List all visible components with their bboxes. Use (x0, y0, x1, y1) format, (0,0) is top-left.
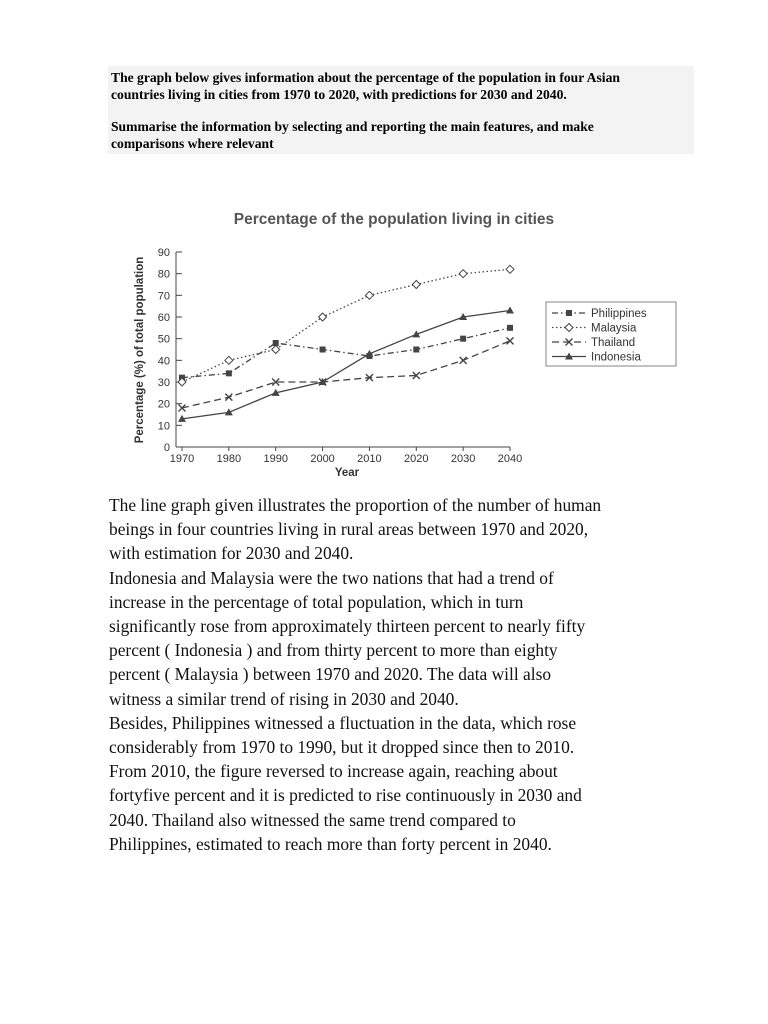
line-chart-svg (120, 200, 690, 485)
data-point-philippines (226, 370, 232, 376)
x-tick-label: 1980 (216, 453, 242, 465)
essay-line: From 2010, the figure reversed to increase again, reaching about (109, 761, 558, 782)
essay-line: percent ( Malaysia ) between 1970 and 2020. The data will also (109, 664, 552, 685)
task-instruction (111, 118, 690, 152)
x-tick-label: 1970 (169, 453, 195, 465)
y-tick-label: 90 (157, 247, 170, 259)
x-tick-label: 2040 (497, 453, 523, 465)
task-description (111, 69, 690, 103)
essay-line: considerably from 1970 to 1990, but it dropped since then to 2010. (109, 737, 575, 758)
essay-line: Besides, Philippines witnessed a fluctuation in the data, which rose (109, 712, 577, 733)
series-line-malaysia (182, 269, 510, 382)
data-point-thailand (507, 337, 514, 344)
x-tick-label: 2010 (357, 453, 382, 465)
legend-label-thailand: Thailand (591, 337, 636, 349)
task-line-4: comparisons where relevant (111, 136, 274, 151)
data-point-malaysia (412, 281, 420, 289)
data-point-malaysia (459, 270, 467, 278)
y-tick-label: 80 (157, 268, 170, 281)
task-line-2: countries living in cities from 1970 to 2020, with predictions for 2030 and 2040. (111, 87, 567, 102)
data-point-malaysia (225, 356, 233, 364)
essay-line: percent ( Indonesia ) and from thirty percent to more than eighty (109, 640, 558, 661)
essay-line: The line graph given illustrates the proportion of the number of human (109, 495, 602, 515)
essay-line: increase in the percentage of total population, which in turn (109, 591, 524, 612)
y-tick-label: 60 (157, 312, 170, 324)
data-point-philippines (320, 347, 326, 353)
legend-marker-philippines (566, 310, 572, 316)
data-point-philippines (413, 347, 419, 353)
essay-line: 2040. Thailand also witnessed the same trend compared to (109, 809, 516, 830)
line-chart (120, 200, 690, 485)
data-point-malaysia (506, 265, 514, 273)
x-tick-label: 1990 (263, 453, 288, 465)
data-point-malaysia (319, 313, 327, 321)
essay-line: beings in four countries living in rural areas between 1970 and 2020, (109, 519, 589, 540)
series-line-philippines (182, 328, 510, 378)
y-tick-label: 0 (163, 442, 170, 454)
x-tick-label: 2030 (450, 453, 476, 465)
legend-label-malaysia: Malaysia (591, 322, 637, 335)
essay-line: witness a similar trend of rising in 2030 and 2040. (109, 688, 459, 709)
essay-line: Indonesia and Malaysia were the two nations that had a trend of (109, 567, 554, 588)
essay-text (109, 493, 709, 856)
legend-label-philippines: Philippines (591, 308, 647, 320)
data-point-indonesia (506, 307, 514, 314)
task-line-1: The graph below gives information about the percentage of the population in four Asian (111, 70, 620, 85)
y-tick-label: 30 (157, 377, 170, 389)
essay-line: Philippines, estimated to reach more than forty percent in 2040. (109, 833, 552, 854)
x-tick-label: 2000 (310, 453, 335, 465)
essay-line: fortyfive percent and it is predicted to rise continuously in 2030 and (109, 785, 582, 806)
chart-title: Percentage of the population living in cities (233, 211, 555, 228)
essay-line: with estimation for 2030 and 2040. (109, 543, 354, 564)
y-axis-label: Percentage (%) of total population (134, 256, 146, 444)
data-point-philippines (460, 336, 466, 342)
data-point-philippines (507, 325, 513, 331)
y-tick-label: 70 (157, 290, 170, 303)
x-axis-label: Year (334, 467, 360, 479)
essay-line: significantly rose from approximately thirteen percent to nearly fifty (109, 616, 586, 637)
task-prompt-box (108, 66, 694, 154)
task-line-3: Summarise the information by selecting and reporting the main features, and make (111, 119, 594, 134)
legend-label-indonesia: Indonesia (591, 351, 641, 364)
y-tick-label: 40 (157, 355, 170, 368)
data-point-malaysia (365, 291, 373, 299)
y-tick-label: 20 (157, 398, 170, 411)
data-point-malaysia (272, 346, 280, 354)
y-tick-label: 10 (157, 420, 170, 433)
series-line-indonesia (182, 311, 510, 419)
data-point-thailand (460, 357, 467, 364)
y-tick-label: 50 (157, 333, 170, 346)
x-tick-label: 2020 (404, 453, 429, 465)
